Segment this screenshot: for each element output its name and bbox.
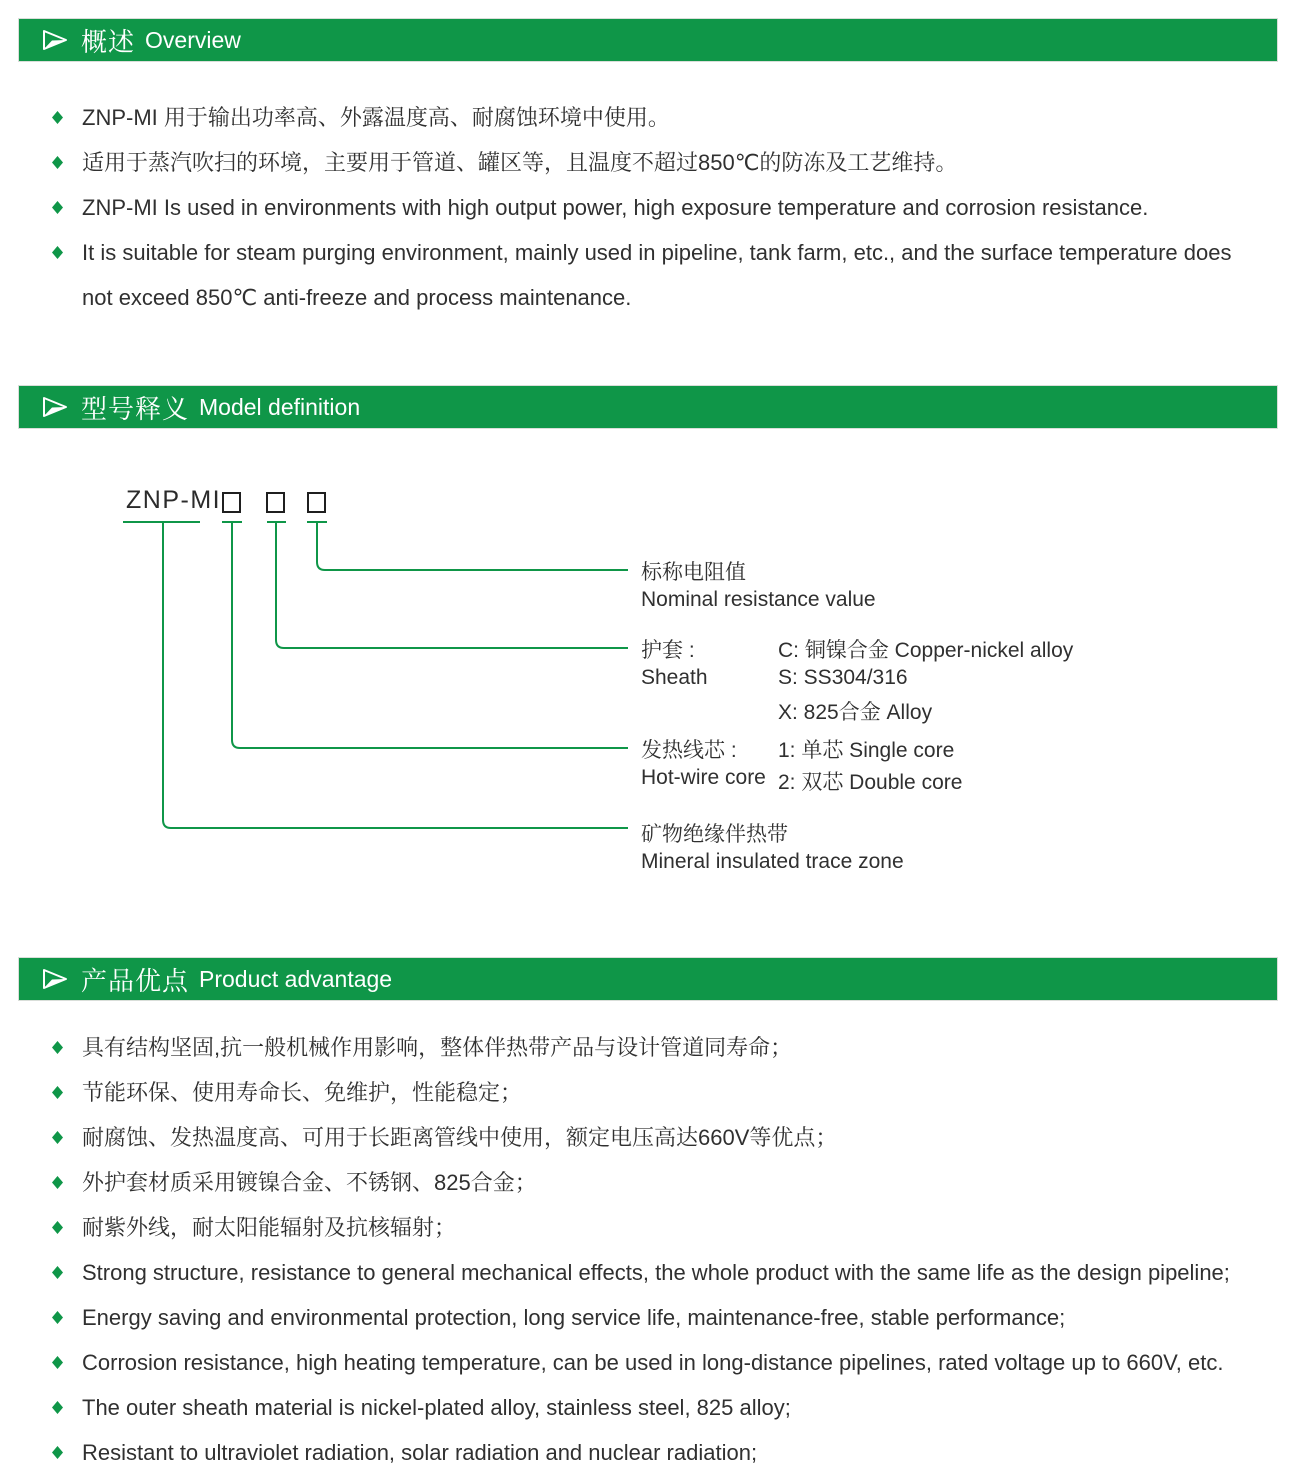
model-code-text: ZNP-MI: [126, 486, 222, 514]
advantage-bullet-item: [52, 1250, 1264, 1295]
sheath-option-s: S: SS304/316: [778, 666, 908, 689]
diamond-bullet-icon: [52, 111, 63, 124]
advantage-bullet-item: [52, 1070, 1264, 1115]
section-header-overview: [18, 18, 1278, 62]
advantage-bullet-text: Corrosion resistance, high heating temperature, can be used in long-distance pipelines, rated voltage up to 660V, etc.: [82, 1350, 1224, 1375]
advantage-bullet-text: 节能环保、使用寿命长、免维护，性能稳定；: [82, 1080, 523, 1105]
overview-title-zh: 概述: [81, 26, 136, 57]
overview-bullet-text: ZNP-MI Is used in environments with high output power, high exposure temperature and corrosion resistance.: [82, 195, 1149, 220]
overview-bullet-text: ZNP-MI 用于输出功率高、外露温度高、耐腐蚀环境中使用。: [82, 105, 670, 130]
sheath-option-c: C: 铜镍合金 Copper-nickel alloy: [778, 639, 1074, 662]
diamond-bullet-icon: [52, 1311, 63, 1324]
advantage-bullet-text: 外护套材质采用镀镍合金、不锈钢、825合金；: [82, 1170, 537, 1195]
advantage-bullet-list: [52, 1025, 1264, 1474]
arrowhead-icon: [41, 28, 69, 52]
nominal-resistance-label-en: Nominal resistance value: [641, 588, 876, 611]
advantage-bullet-text: 耐腐蚀、发热温度高、可用于长距离管线中使用，额定电压高达660V等优点；: [82, 1125, 838, 1150]
advantage-bullet-item: [52, 1160, 1264, 1205]
diamond-bullet-icon: [52, 1041, 63, 1054]
diamond-bullet-icon: [52, 1266, 63, 1279]
diamond-bullet-icon: [52, 1176, 63, 1189]
overview-bullet-text: It is suitable for steam purging environment, mainly used in pipeline, tank farm, etc., and the surface temperature does not exceed 850℃ anti-freeze and process maintenance.: [82, 240, 1232, 310]
diamond-bullet-icon: [52, 1356, 63, 1369]
advantage-bullet-text: Resistant to ultraviolet radiation, solar radiation and nuclear radiation;: [82, 1440, 758, 1465]
diamond-bullet-icon: [52, 156, 63, 169]
advantage-bullet-text: Energy saving and environmental protection, long service life, maintenance-free, stable performance;: [82, 1305, 1066, 1330]
overview-bullet-item: [52, 95, 1264, 140]
advantage-title-zh: 产品优点: [81, 965, 190, 996]
advantage-bullet-item: [52, 1295, 1264, 1340]
arrowhead-icon: [41, 967, 69, 991]
diamond-bullet-icon: [52, 1401, 63, 1414]
mineral-insulated-label-zh: 矿物绝缘伴热带: [641, 823, 788, 846]
model-title-en: Model definition: [199, 393, 361, 420]
nominal-resistance-label-zh: 标称电阻值: [641, 561, 746, 584]
sheath-label-zh: 护套 :: [641, 639, 695, 662]
core-option-double: 2: 双芯 Double core: [778, 771, 963, 794]
advantage-bullet-item: [52, 1025, 1264, 1070]
overview-bullet-item: [52, 185, 1264, 230]
advantage-bullet-text: 具有结构坚固,抗一般机械作用影响，整体伴热带产品与设计管道同寿命；: [82, 1035, 793, 1060]
diamond-bullet-icon: [52, 1086, 63, 1099]
advantage-title-en: Product advantage: [199, 965, 393, 992]
advantage-bullet-text: Strong structure, resistance to general mechanical effects, the whole product with the same life as the design pipeline;: [82, 1260, 1230, 1285]
sheath-label-en: Sheath: [641, 666, 708, 689]
core-option-single: 1: 单芯 Single core: [778, 739, 955, 762]
section-header-product-advantage: [18, 957, 1278, 1001]
model-title-zh: 型号释义: [81, 393, 190, 424]
diamond-bullet-icon: [52, 246, 63, 259]
diamond-bullet-icon: [52, 1446, 63, 1459]
sheath-option-x: X: 825合金 Alloy: [778, 701, 933, 724]
diamond-bullet-icon: [52, 201, 63, 214]
overview-bullet-text: 适用于蒸汽吹扫的环境，主要用于管道、罐区等，且温度不超过850℃的防冻及工艺维持。: [82, 150, 958, 175]
advantage-bullet-item: [52, 1205, 1264, 1250]
hot-wire-core-label-en: Hot-wire core: [641, 766, 766, 789]
hot-wire-core-label-zh: 发热线芯 :: [641, 739, 737, 762]
advantage-bullet-item: [52, 1385, 1264, 1430]
overview-bullet-list: [52, 95, 1264, 320]
overview-bullet-item: [52, 140, 1264, 185]
diamond-bullet-icon: [52, 1221, 63, 1234]
advantage-bullet-item: [52, 1340, 1264, 1385]
advantage-bullet-text: 耐紫外线，耐太阳能辐射及抗核辐射；: [82, 1215, 457, 1240]
advantage-bullet-item: [52, 1430, 1264, 1474]
advantage-bullet-item: [52, 1115, 1264, 1160]
diamond-bullet-icon: [52, 1131, 63, 1144]
model-definition-diagram: [0, 470, 1300, 900]
advantage-bullet-text: The outer sheath material is nickel-plated alloy, stainless steel, 825 alloy;: [82, 1395, 791, 1420]
overview-bullet-item: [52, 230, 1264, 320]
section-header-model-definition: [18, 385, 1278, 429]
arrowhead-icon: [41, 395, 69, 419]
mineral-insulated-label-en: Mineral insulated trace zone: [641, 850, 904, 873]
overview-title-en: Overview: [145, 26, 241, 53]
